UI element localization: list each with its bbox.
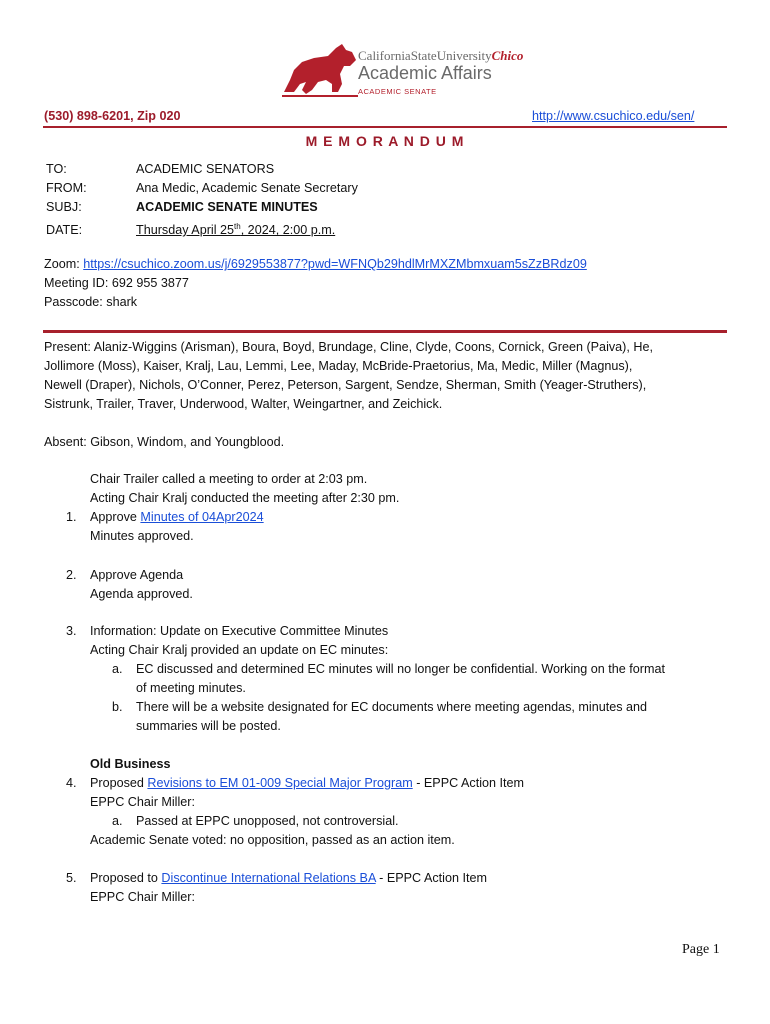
wildcat-logo-icon	[280, 40, 360, 100]
sub-department-name: ACADEMIC SENATE	[358, 87, 437, 96]
item-1-number: 1.	[66, 510, 77, 524]
page-number: Page 1	[682, 942, 720, 957]
revisions-link[interactable]: Revisions to EM 01-009 Special Major Program	[147, 776, 413, 790]
present-line-1: Present: Alaniz-Wiggins (Arisman), Boura, Boyd, Brundage, Cline, Clyde, Coons, Cornick, Green (Paiva), He,	[44, 340, 653, 354]
date-suffix: , 2024, 2:00 p.m.	[240, 223, 336, 238]
date-prefix: Thursday April 25	[136, 223, 235, 238]
item-3-number: 3.	[66, 624, 77, 638]
item-5-number: 5.	[66, 871, 77, 885]
university-name: CaliforniaStateUniversity	[358, 48, 492, 63]
item-4-suffix: - EPPC Action Item	[412, 776, 524, 790]
subj-label: SUBJ:	[46, 200, 82, 214]
zoom-line	[44, 255, 587, 274]
item-1-prefix: Approve	[90, 510, 141, 524]
present-line-4: Sistrunk, Trailer, Traver, Underwood, Walter, Weingartner, and Zeichick.	[44, 397, 443, 411]
memo-from	[46, 179, 358, 198]
item-2-number: 2.	[66, 568, 77, 582]
date-sup: th	[234, 222, 241, 231]
minutes-link[interactable]: Minutes of 04Apr2024	[140, 510, 264, 524]
passcode: Passcode: shark	[44, 295, 138, 309]
to-value: ACADEMIC SENATORS	[136, 162, 275, 176]
item-3-a-mark: a.	[112, 662, 123, 676]
date-value	[136, 223, 335, 237]
intro-line-1: Chair Trailer called a meeting to order at 2:03 pm.	[90, 472, 368, 486]
item-4-prefix: Proposed	[90, 776, 148, 790]
university-chico: Chico	[491, 48, 524, 63]
item-1	[90, 508, 264, 527]
item-3-note: Acting Chair Kralj provided an update on EC minutes:	[90, 643, 389, 657]
item-3-b-line-1: There will be a website designated for EC documents where meeting agendas, minutes and	[136, 700, 648, 714]
item-2-note: Agenda approved.	[90, 587, 193, 601]
memo-to	[46, 160, 274, 179]
to-label: TO:	[46, 162, 67, 176]
memo-date	[46, 217, 335, 240]
zoom-link[interactable]: https://csuchico.zoom.us/j/6929553877?pwd=WFNQb29hdlMrMXZMbmxuam5sZzBRdz09	[83, 257, 587, 271]
item-4-a-text: Passed at EPPC unopposed, not controversial.	[136, 814, 399, 828]
intro-line-2: Acting Chair Kralj conducted the meeting after 2:30 pm.	[90, 491, 400, 505]
meeting-id: Meeting ID: 692 955 3877	[44, 276, 189, 290]
item-3-b-mark: b.	[112, 700, 123, 714]
item-5	[90, 869, 487, 888]
item-2-title: Approve Agenda	[90, 568, 184, 582]
absent-line: Absent: Gibson, Windom, and Youngblood.	[44, 435, 285, 449]
department-name: Academic Affairs	[358, 63, 492, 83]
zoom-label: Zoom:	[44, 257, 84, 271]
item-4	[90, 774, 524, 793]
item-4-chair: EPPC Chair Miller:	[90, 795, 195, 809]
item-4-a-mark: a.	[112, 814, 123, 828]
from-label: FROM:	[46, 181, 87, 195]
from-value: Ana Medic, Academic Senate Secretary	[136, 181, 358, 195]
item-1-note: Minutes approved.	[90, 529, 194, 543]
csu-chico-logo	[280, 40, 524, 100]
item-5-chair: EPPC Chair Miller:	[90, 890, 195, 904]
item-3-a-line-1: EC discussed and determined EC minutes will no longer be confidential. Working on the format	[136, 662, 665, 676]
present-line-3: Newell (Draper), Nichols, O’Conner, Perez, Peterson, Sargent, Sendze, Sherman, Smith (Yeager-Struthers),	[44, 378, 647, 392]
contact-info: (530) 898-6201, Zip 020	[44, 109, 181, 123]
present-line-2: Jollimore (Moss), Kaiser, Kralj, Lau, Lemmi, Lee, Maday, McBride-Praetorius, Ma, Medic, Miller (Magnus),	[44, 359, 633, 373]
item-4-number: 4.	[66, 776, 77, 790]
section-divider	[43, 330, 727, 333]
old-business-heading: Old Business	[90, 757, 171, 771]
subj-value: ACADEMIC SENATE MINUTES	[136, 200, 318, 214]
discontinue-link[interactable]: Discontinue International Relations BA	[161, 871, 376, 885]
item-5-suffix: - EPPC Action Item	[375, 871, 487, 885]
memo-title: M E M O R A N D U M	[305, 133, 465, 149]
item-3-b-line-2: summaries will be posted.	[136, 719, 281, 733]
memo-subj	[46, 198, 318, 217]
website-link[interactable]: http://www.csuchico.edu/sen/	[532, 109, 695, 123]
item-5-prefix: Proposed to	[90, 871, 162, 885]
header-divider	[43, 126, 727, 128]
item-4-vote: Academic Senate voted: no opposition, passed as an action item.	[90, 833, 455, 847]
item-3-title: Information: Update on Executive Committee Minutes	[90, 624, 389, 638]
item-3-a-line-2: of meeting minutes.	[136, 681, 246, 695]
date-label: DATE:	[46, 223, 83, 238]
